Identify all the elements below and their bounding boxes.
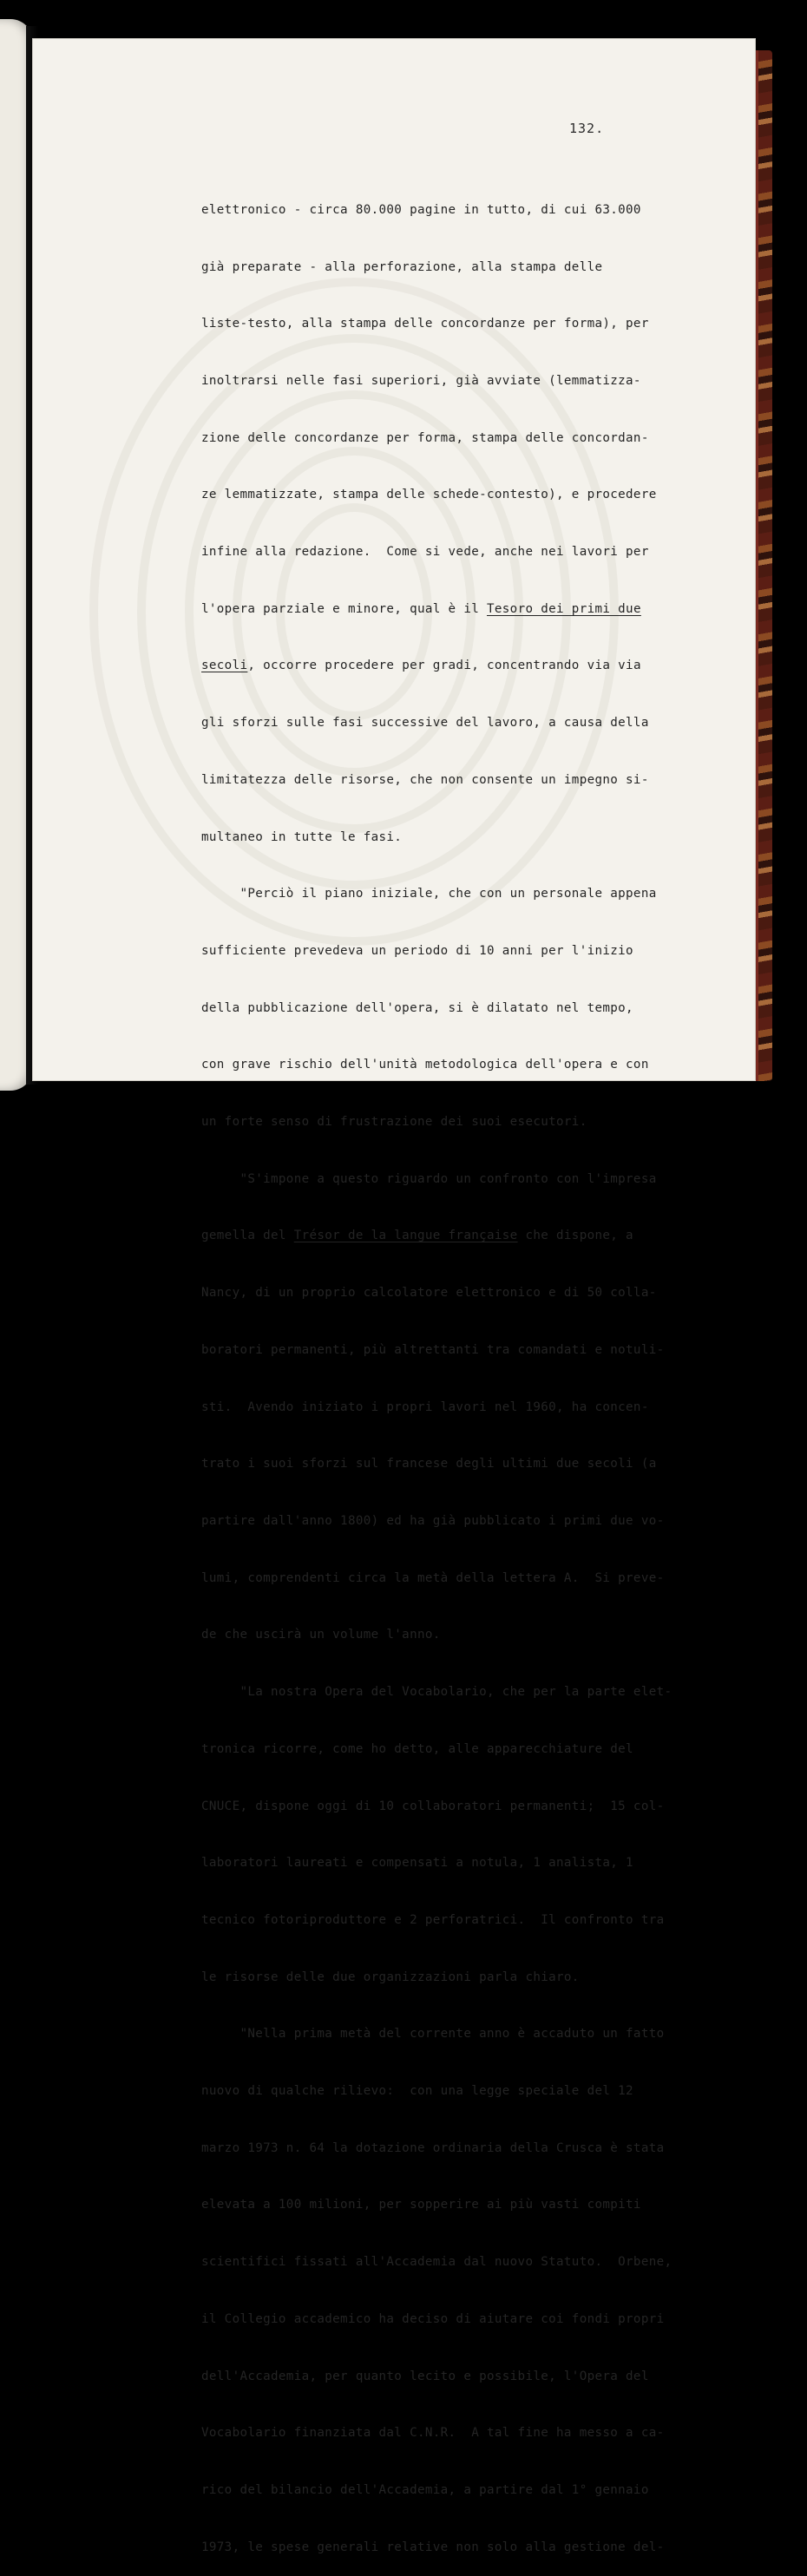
text-line: rico del bilancio dell'Accademia, a partire dal 1° gennaio xyxy=(201,2482,649,2497)
text-line: multaneo in tutte le fasi. xyxy=(201,829,403,844)
body-text xyxy=(201,163,687,2576)
text-line: dell'Accademia, per quanto lecito e possibile, l'Opera del xyxy=(201,2369,649,2383)
text-line: trato i suoi sforzi sul francese degli ultimi due secoli (a xyxy=(201,1457,657,1472)
text-line: lumi, comprendenti circa la metà della lettera A. Si preve- xyxy=(201,1570,665,1585)
text-line: "Perciò il piano iniziale, che con un personale appena xyxy=(201,887,657,901)
text-line: le risorse delle due organizzazioni parla chiaro. xyxy=(201,1970,580,1984)
text-line: Nancy, di un proprio calcolatore elettronico e di 50 colla- xyxy=(201,1286,657,1301)
text-line: ze lemmatizzate, stampa delle schede-contesto), e procedere xyxy=(201,488,657,502)
text-line: CNUCE, dispone oggi di 10 collaboratori permanenti; 15 col- xyxy=(201,1799,665,1813)
page-number: 132. xyxy=(569,121,605,136)
text-line: "S'impone a questo riguardo un confronto con l'impresa xyxy=(201,1171,657,1186)
text-line: elevata a 100 milioni, per sopperire ai più vasti compiti xyxy=(201,2198,641,2212)
text-line: sufficiente prevedeva un periodo di 10 anni per l'inizio xyxy=(201,943,633,958)
text-line: sti. Avendo iniziato i propri lavori nel 1960, ha concen- xyxy=(201,1399,649,1414)
text-line: un forte senso di frustrazione dei suoi esecutori. xyxy=(201,1115,587,1130)
text-segment: gemella del xyxy=(201,1229,294,1243)
text-line: "La nostra Opera del Vocabolario, che per la parte elet- xyxy=(201,1685,672,1700)
text-segment: che dispone, a xyxy=(517,1229,633,1243)
text-line-with-title xyxy=(201,657,687,676)
text-line: limitatezza delle risorse, che non consente un impegno si- xyxy=(201,772,649,787)
text-line: tronica ricorre, come ho detto, alle apparecchiature del xyxy=(201,1741,633,1756)
text-line: de che uscirà un volume l'anno. xyxy=(201,1628,441,1642)
text-line: partire dall'anno 1800) ed ha già pubblicato i primi due vo- xyxy=(201,1513,665,1528)
underlined-title: Tesoro dei primi due xyxy=(487,601,641,616)
text-line: nuovo di qualche rilievo: con una legge speciale del 12 xyxy=(201,2084,633,2099)
text-line: della pubblicazione dell'opera, si è dilatato nel tempo, xyxy=(201,1000,633,1015)
text-line: il Collegio accademico ha deciso di aiutare coi fondi propri xyxy=(201,2311,665,2326)
text-line: marzo 1973 n. 64 la dotazione ordinaria della Crusca è stata xyxy=(201,2140,665,2155)
text-line: 1973, le spese generali relative non solo alla gestione del- xyxy=(201,2540,665,2554)
underlined-title: Trésor de la langue française xyxy=(293,1229,518,1243)
text-line-with-title xyxy=(201,600,687,619)
text-line: liste-testo, alla stampa delle concordanze per forma), per xyxy=(201,317,649,331)
text-line: con grave rischio dell'unità metodologica dell'opera e con xyxy=(201,1058,649,1072)
text-line: "Nella prima metà del corrente anno è accaduto un fatto xyxy=(201,2027,665,2042)
text-line: infine alla redazione. Come si vede, anche nei lavori per xyxy=(201,545,649,560)
text-line: inoltrarsi nelle fasi superiori, già avviate (lemmatizza- xyxy=(201,373,641,388)
text-line: boratori permanenti, più altrettanti tra comandati e notuli- xyxy=(201,1342,665,1357)
text-line: elettronico - circa 80.000 pagine in tutto, di cui 63.000 xyxy=(201,202,641,217)
text-segment: l'opera parziale e minore, qual è il xyxy=(201,601,487,616)
text-line: zione delle concordanze per forma, stampa delle concordan- xyxy=(201,430,649,445)
text-line: già preparate - alla perforazione, alla stampa delle xyxy=(201,259,603,274)
text-line: laboratori laureati e compensati a notula, 1 analista, 1 xyxy=(201,1856,633,1871)
text-segment: , occorre procedere per gradi, concentrando via via xyxy=(247,659,641,673)
text-line: Vocabolario finanziata dal C.N.R. A tal fine ha messo a ca- xyxy=(201,2426,665,2441)
text-line-with-title xyxy=(201,1227,687,1246)
underlined-title: secoli xyxy=(201,659,248,673)
text-line: gli sforzi sulle fasi successive del lavoro, a causa della xyxy=(201,716,649,731)
text-line: tecnico fotoriproduttore e 2 perforatrici. Il confronto tra xyxy=(201,1912,665,1927)
text-line: scientifici fissati all'Accademia dal nuovo Statuto. Orbene, xyxy=(201,2255,672,2270)
